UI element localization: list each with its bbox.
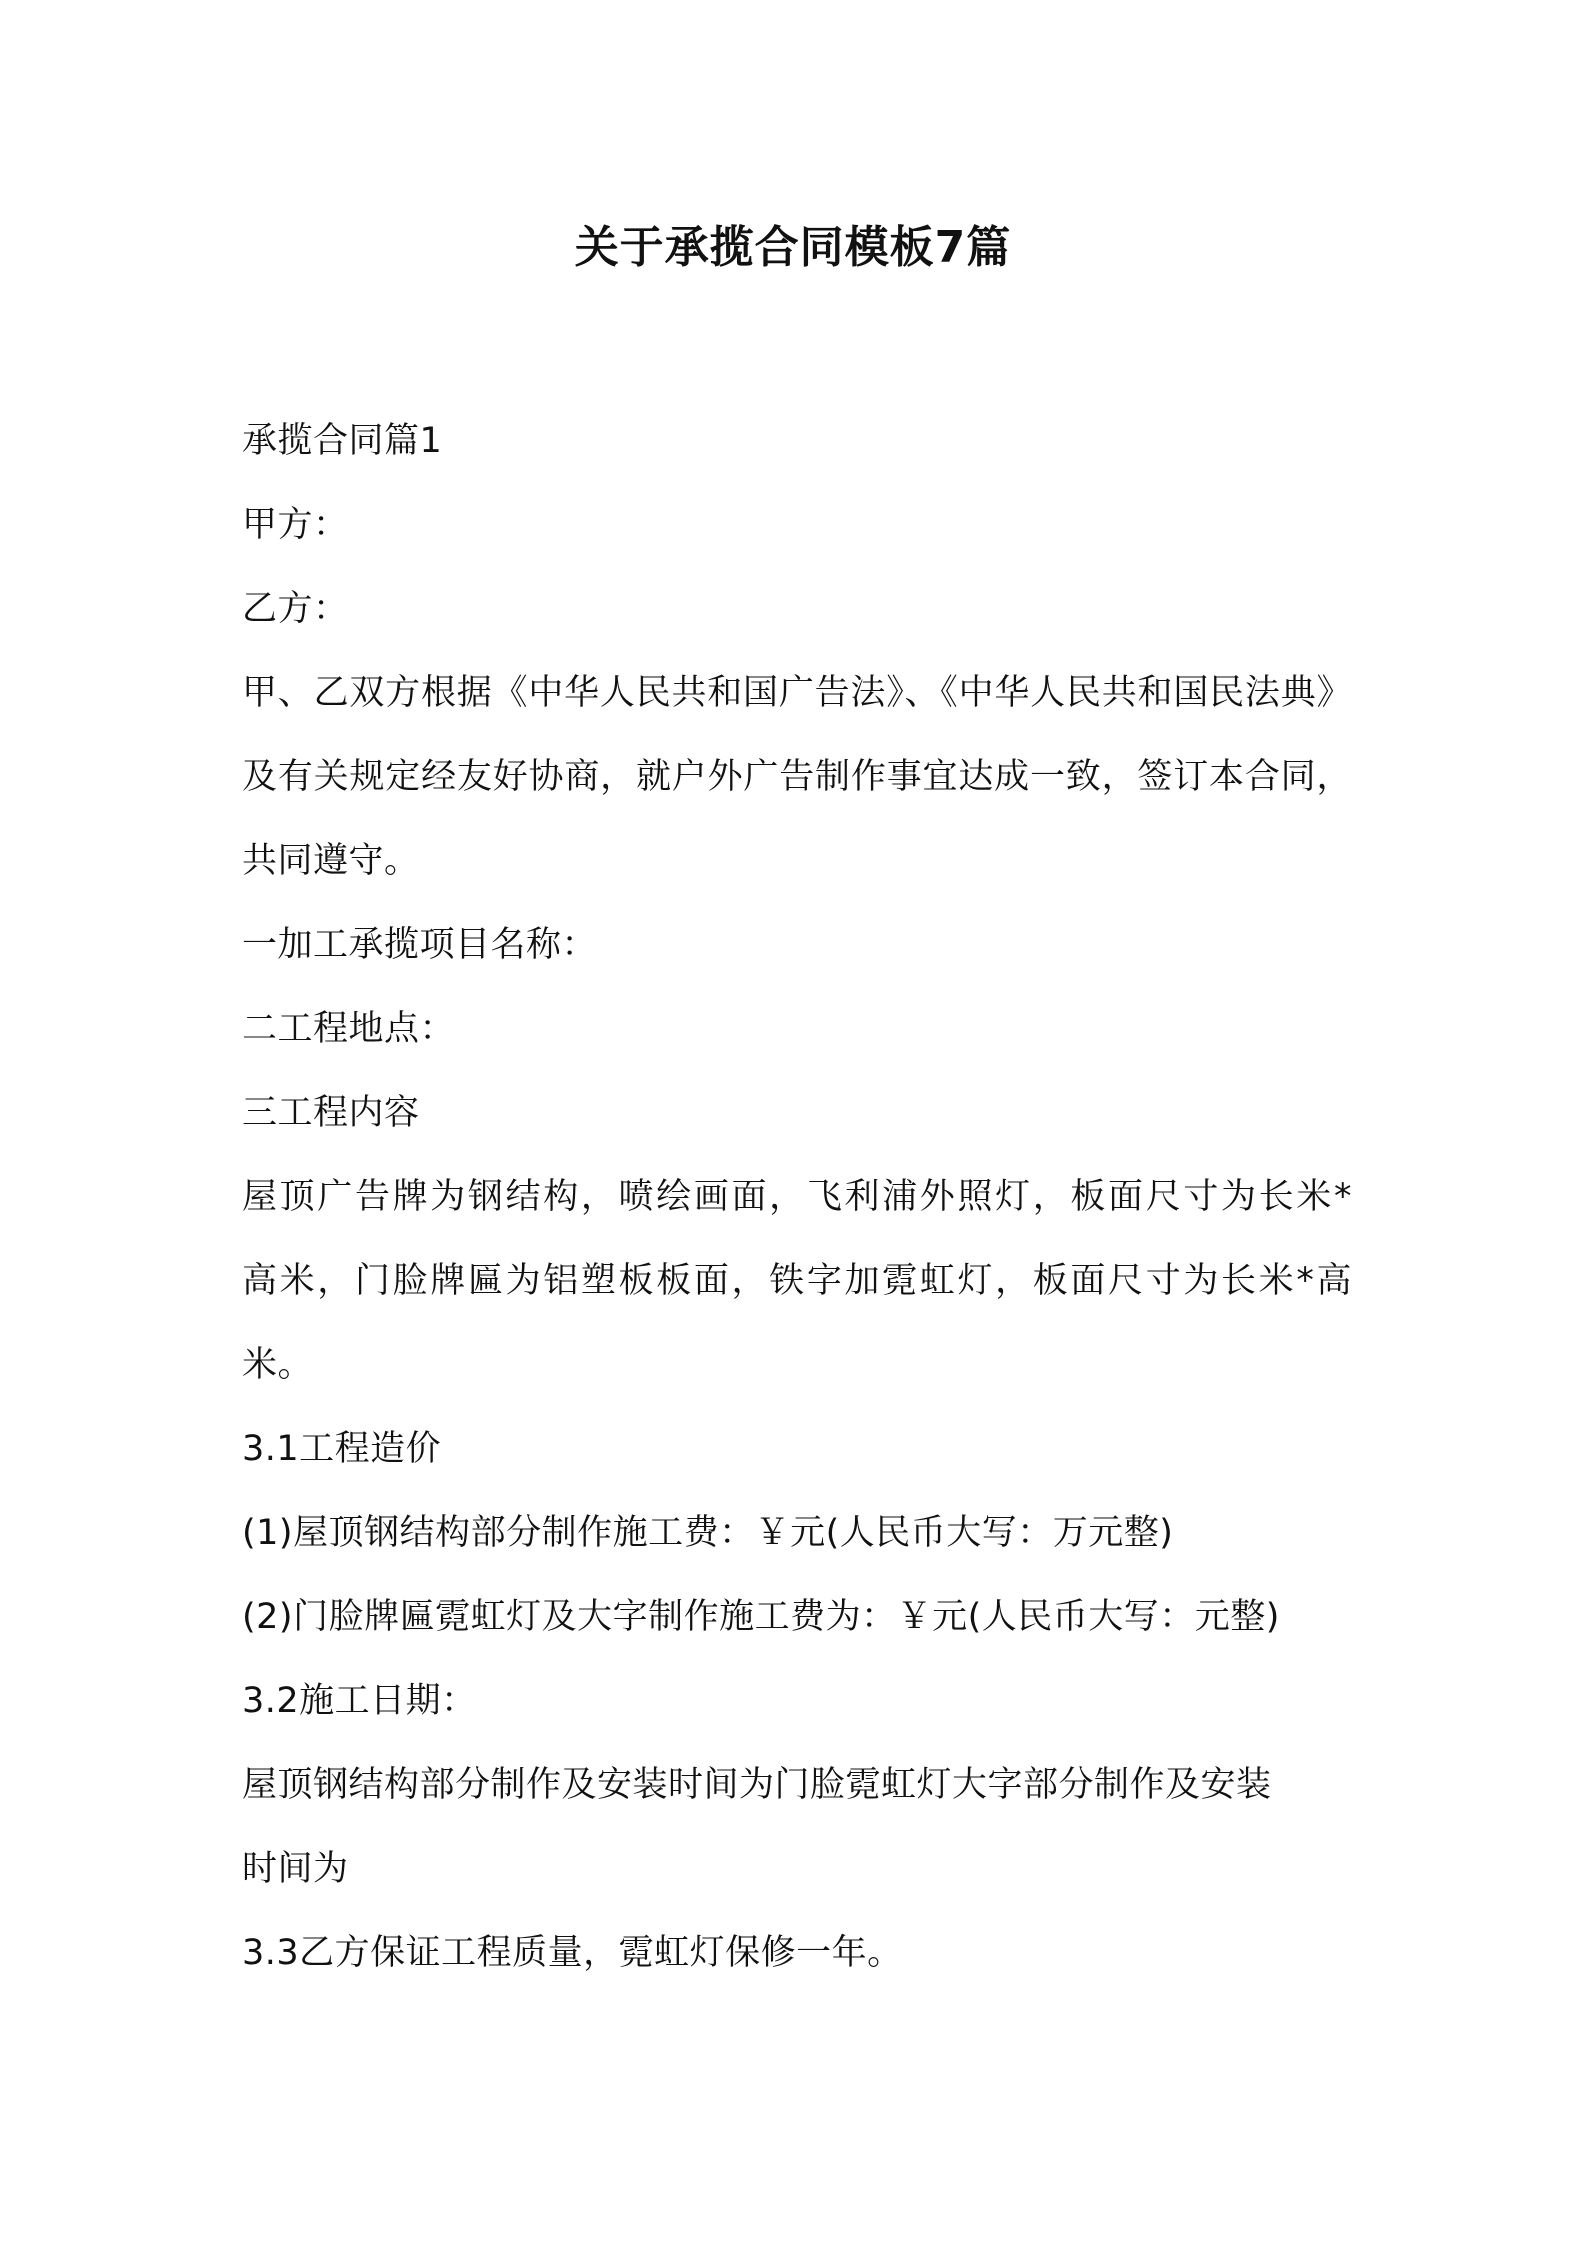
- subsection-schedule: 3.2施工日期：: [242, 1681, 477, 1721]
- cost-item-2: (2)门脸牌匾霓虹灯及大字制作施工费为：￥元(人民币大写：元整): [242, 1597, 1280, 1637]
- party-b-field: 乙方：: [242, 589, 349, 629]
- party-a-field: 甲方：: [242, 505, 349, 545]
- paragraph-line: 米。: [242, 1345, 314, 1385]
- document-body: [242, 399, 1362, 1995]
- subsection-quality: 3.3乙方保证工程质量，霓虹灯保修一年。: [242, 1933, 903, 1973]
- paragraph-line: 甲、乙双方根据《中华人民共和国广告法》、《中华人民共和国民法典》: [242, 673, 1352, 713]
- cost-item-1: (1)屋顶钢结构部分制作施工费：￥元(人民币大写：万元整): [242, 1513, 1174, 1553]
- paragraph-line: 高米，门脸牌匾为铝塑板板面，铁字加霓虹灯，板面尺寸为长米*高: [242, 1261, 1352, 1301]
- paragraph-line: 时间为: [242, 1849, 349, 1889]
- item-content-heading: 三工程内容: [242, 1093, 420, 1133]
- paragraph-line: 屋顶广告牌为钢结构，喷绘画面，飞利浦外照灯，板面尺寸为长米*: [242, 1177, 1352, 1217]
- section-heading-1: 承揽合同篇1: [242, 421, 443, 461]
- paragraph-line: 共同遵守。: [242, 841, 420, 881]
- item-location: 二工程地点：: [242, 1009, 456, 1049]
- subsection-cost: 3.1工程造价: [242, 1429, 442, 1469]
- paragraph-line: 屋顶钢结构部分制作及安装时间为门脸霓虹灯大字部分制作及安装: [242, 1765, 1272, 1805]
- item-project-name: 一加工承揽项目名称：: [242, 925, 598, 965]
- paragraph-line: 及有关规定经友好协商，就户外广告制作事宜达成一致，签订本合同，: [242, 757, 1352, 797]
- document-title: 关于承揽合同模板7篇: [574, 222, 1012, 273]
